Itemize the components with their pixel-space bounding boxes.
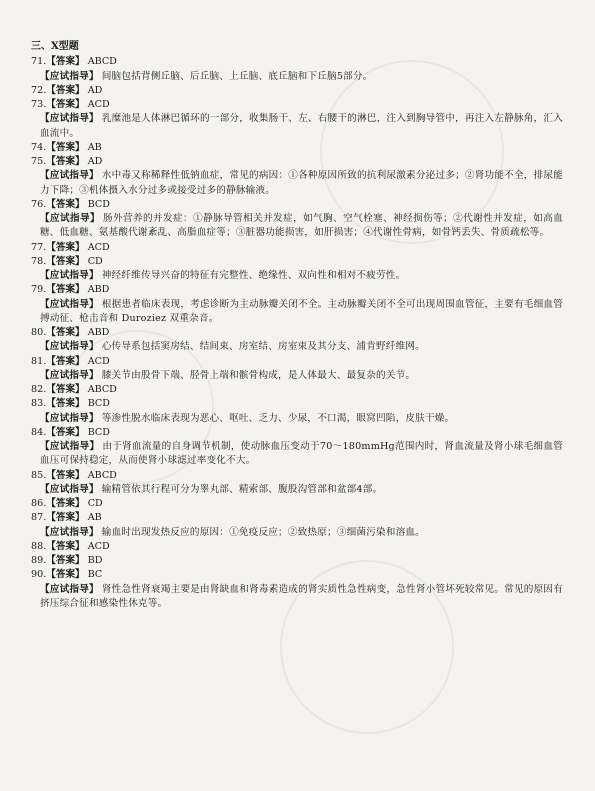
question-number: 90. [31,569,47,581]
question-number: 81. [31,355,47,367]
answer-line [31,426,563,440]
answer-item [31,141,563,155]
question-number: 84. [31,426,47,438]
guide-text: 由于肾血流量的自身调节机制，使动脉血压变动于70～180mmHg范围内时，肾血流量及肾小球毛细血管血压可保持稳定，从而使肾小球滤过率变化不大。 [40,441,563,467]
answer-line [31,155,563,169]
answer-item [31,255,563,284]
guide-text: 肾性急性肾衰竭主要是由肾缺血和肾毒素造成的肾实质性急性病变，急性肾小管坏死较常见。常见的原因有挤压综合征和感染性休克等。 [40,583,563,609]
guide-label: 【应试指导】 [40,113,99,125]
answer-item [31,55,563,84]
answer-value: BCD [84,426,110,438]
guide-label: 【应试指导】 [40,526,99,538]
question-number: 73. [31,99,47,110]
guide-label: 【应试指导】 [40,369,99,381]
answer-item [31,511,563,540]
answer-item [31,383,563,397]
question-number: 82. [31,384,47,395]
answer-label: 【答案】 [46,99,85,110]
answer-item [31,198,563,241]
section-title: 三、X型题 [31,41,79,52]
guide-label: 【应试指导】 [40,70,99,82]
guide-paragraph [31,269,563,283]
answer-label: 【答案】 [46,84,85,96]
answer-line [31,84,563,98]
answer-item [31,326,563,355]
question-number: 85. [31,469,47,481]
answer-item [31,469,563,498]
guide-paragraph [31,298,563,327]
answer-label: 【答案】 [46,156,85,167]
guide-label: 【应试指导】 [40,583,99,595]
question-number: 74. [31,141,47,153]
answer-line [31,55,563,69]
answer-label: 【答案】 [46,255,85,267]
guide-paragraph [31,169,563,198]
guide-text: 水中毒又称稀释性低钠血症，常见的病因：①各种原因所致的抗利尿激素分泌过多；②肾功能不全，排尿能力下降；③机体摄入水分过多或接受过多的静脉输液。 [40,170,563,196]
guide-text: 等渗性脱水临床表现为恶心、呕吐、乏力、少尿，不口渴，眼窝凹陷，皮肤干燥。 [101,412,455,424]
answer-label: 【答案】 [46,469,85,481]
guide-paragraph [31,412,563,426]
question-number: 71. [31,56,47,68]
guide-paragraph [31,483,563,497]
guide-text: 肠外营养的并发症：①静脉导管相关并发症，如气胸、空气栓塞、神经损伤等；②代谢性并发症，如高血糖、低血糖、氨基酸代谢紊乱、高脂血症等；③脏器功能损害，如肝损害；④代谢性骨病，如骨钙丢失、骨质疏松等。 [40,213,563,239]
guide-paragraph [31,112,563,141]
answer-value: ACD [84,355,110,367]
guide-text: 根据患者临床表现，考虑诊断为主动脉瓣关闭不全。主动脉瓣关闭不全可出现周围血管征，主要有毛细血管搏动征、枪击音和 Duroziez 双重杂音。 [40,298,563,324]
answer-label: 【答案】 [46,498,85,509]
answer-label: 【答案】 [46,56,85,68]
answer-item [31,497,563,511]
answer-value: ABD [84,327,110,338]
answer-line [31,497,563,511]
answer-label: 【答案】 [46,398,85,410]
answer-value: BC [84,569,103,581]
answer-line [31,469,563,483]
guide-label: 【应试指导】 [40,270,99,281]
answer-label: 【答案】 [46,426,85,438]
guide-paragraph [31,440,563,469]
answer-value: AD [84,156,103,167]
answer-value: ABCD [84,56,117,68]
answer-value: ABCD [84,384,117,395]
question-number: 79. [31,284,47,296]
guide-label: 【应试指导】 [40,213,101,224]
guide-paragraph [31,526,563,540]
question-number: 83. [31,398,47,410]
question-number: 76. [31,198,47,210]
guide-label: 【应试指导】 [40,441,100,452]
guide-paragraph [31,340,563,354]
answer-item [31,355,563,384]
answer-item [31,98,563,141]
guide-text: 乳糜池是人体淋巴循环的一部分，收集肠干、左、右腰干的淋巴，注入到胸导管中，再注入左静脉角，汇入血流中。 [40,113,563,139]
guide-label: 【应试指导】 [40,170,99,182]
answer-item [31,568,563,611]
answer-line [31,141,563,155]
answer-label: 【答案】 [46,569,85,581]
answer-value: CD [84,498,103,509]
answer-value: BD [84,555,103,566]
answer-line [31,568,563,582]
answer-value: BCD [84,398,110,410]
guide-label: 【应试指导】 [40,341,99,353]
question-number: 78. [31,255,47,267]
answer-value: BCD [84,198,110,210]
answer-value: ABD [84,284,110,296]
guide-label: 【应试指导】 [40,483,99,495]
answer-list [31,55,563,611]
question-number: 77. [31,241,47,253]
answer-line [31,383,563,397]
guide-label: 【应试指导】 [40,298,99,310]
answer-label: 【答案】 [46,555,85,566]
answer-item [31,155,563,198]
guide-text: 输血时出现发热反应的原因：①免疫反应；②致热原；③细菌污染和溶血。 [101,526,425,538]
guide-text: 输精管依其行程可分为睾丸部、精索部、腹股沟管部和盆部4部。 [101,483,383,495]
question-number: 89. [31,555,47,566]
question-number: 72. [31,84,47,96]
guide-text: 膝关节由股骨下端、胫骨上端和髌骨构成，是人体最大、最复杂的关节。 [101,369,416,381]
answer-line [31,326,563,340]
answer-label: 【答案】 [46,384,85,395]
guide-paragraph [31,369,563,383]
answer-item [31,397,563,426]
answer-value: ACD [84,99,110,110]
answer-label: 【答案】 [46,198,85,210]
answer-line [31,540,563,554]
question-number: 88. [31,540,47,552]
question-number: 75. [31,156,47,167]
answer-line [31,355,563,369]
question-number: 86. [31,498,47,509]
answer-value: ACD [84,241,110,253]
answer-label: 【答案】 [46,284,85,296]
answer-line [31,98,563,112]
answer-value: CD [84,255,103,267]
answer-label: 【答案】 [46,512,85,524]
answer-line [31,198,563,212]
answer-content [31,40,563,611]
answer-label: 【答案】 [46,241,85,253]
answer-label: 【答案】 [46,141,85,153]
answer-item [31,554,563,568]
guide-text: 间脑包括背侧丘脑、后丘脑、上丘脑、底丘脑和下丘脑5部分。 [101,70,373,82]
answer-line [31,397,563,411]
guide-paragraph [31,70,563,84]
answer-line [31,511,563,525]
answer-label: 【答案】 [46,327,85,338]
answer-value: AD [84,84,103,96]
question-number: 80. [31,327,47,338]
answer-item [31,84,563,98]
guide-paragraph [31,212,563,241]
answer-value: ACD [84,540,110,552]
answer-item [31,540,563,554]
answer-item [31,283,563,326]
guide-paragraph [31,583,563,612]
answer-line [31,241,563,255]
question-number: 87. [31,512,47,524]
guide-label: 【应试指导】 [40,412,99,424]
guide-text: 神经纤维传导兴奋的特征有完整性、绝缘性、双向性和相对不疲劳性。 [101,270,406,281]
answer-value: AB [84,512,102,524]
answer-item [31,241,563,255]
guide-text: 心传导系包括窦房结、结间束、房室结、房室束及其分支、浦肯野纤维网。 [101,341,425,353]
answer-label: 【答案】 [46,540,85,552]
answer-item [31,426,563,469]
answer-value: AB [84,141,102,153]
answer-label: 【答案】 [46,355,85,367]
answer-line [31,554,563,568]
answer-value: ABCD [84,469,117,481]
answer-line [31,255,563,269]
answer-line [31,283,563,297]
